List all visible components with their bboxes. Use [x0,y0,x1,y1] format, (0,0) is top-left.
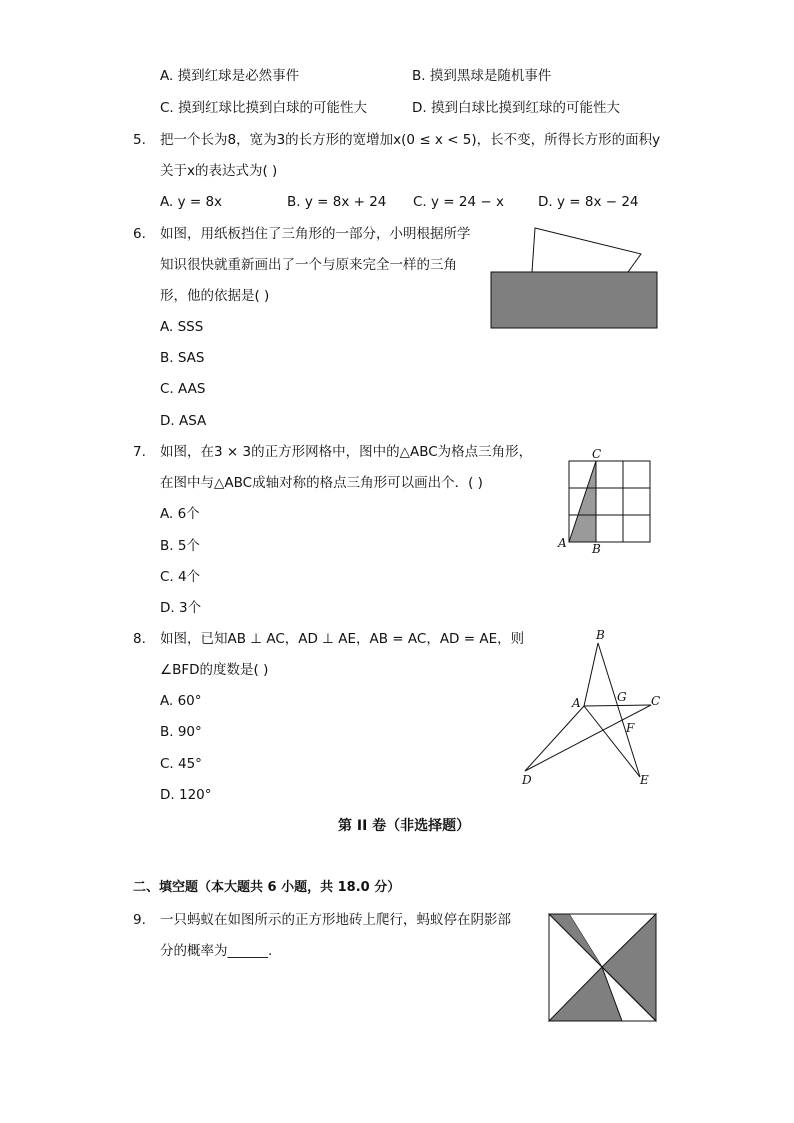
q6-figure [488,226,663,332]
q7-label-a: A [558,536,567,550]
q7-label-c: C [592,447,602,461]
q8-option-a: A. 60° [160,693,202,709]
q6-stem-line2: 知识很快就重新画出了一个与原来完全一样的三角 [160,257,457,273]
q9-stem-line1: 一只蚂蚁在如图所示的正方形地砖上爬行，蚂蚁停在阴影部 [160,912,511,928]
q8-geometry-figure [515,625,675,790]
q4-option-a: A. 摸到红球是必然事件 [160,68,300,84]
q6-number: 6. [133,226,146,242]
q4-option-b: B. 摸到黑球是随机事件 [412,68,552,84]
q5-option-b: B. y = 8x + 24 [287,194,387,210]
q8-option-d: D. 120° [160,787,212,803]
q8-label-b: B [596,628,605,642]
q8-label-c: C [651,694,661,708]
q7-option-c: C. 4个 [160,569,201,585]
q5-option-c: C. y = 24 − x [413,194,504,210]
q7-triangle-abc [569,461,596,542]
q5-number: 5. [133,132,146,148]
q4-option-c: C. 摸到红球比摸到白球的可能性大 [160,100,368,116]
q6-option-a: A. SSS [160,319,204,335]
q5-stem-line1: 把一个长为8，宽为3的长方形的宽增加x(0 ≤ x < 5)，长不变，所得长方形的面积y [160,132,661,148]
q7-stem-line2: 在图中与△ABC成轴对称的格点三角形可以画出个．( ) [160,475,483,491]
q6-partial-triangle [532,228,641,272]
q9-stem-line2: 分的概率为______. [160,943,273,959]
q8-option-b: B. 90° [160,724,202,740]
q9-tile-figure [548,913,658,1024]
q6-option-c: C. AAS [160,381,206,397]
q5-stem-line2: 关于x的表达式为( ) [160,163,278,179]
q8-stem-line1: 如图，已知AB ⊥ AC，AD ⊥ AE，AB = AC，AD = AE，则 [160,631,525,647]
q8-label-f: F [626,721,635,735]
q8-label-e: E [640,773,649,787]
q6-stem-line1: 如图，用纸板挡住了三角形的一部分，小明根据所学 [160,226,471,242]
q7-stem-line1: 如图，在3 × 3的正方形网格中，图中的△ABC为格点三角形， [160,444,533,460]
q7-label-b: B [592,542,601,556]
q5-option-d: D. y = 8x − 24 [538,194,639,210]
q6-stem-line3: 形，他的依据是( ) [160,288,270,304]
q8-option-c: C. 45° [160,756,202,772]
q9-number: 9. [133,912,146,928]
q8-label-d: D [522,773,532,787]
q4-option-d: D. 摸到白球比摸到红球的可能性大 [412,100,620,116]
q7-option-a: A. 6个 [160,506,200,522]
q5-option-a: A. y = 8x [160,194,223,210]
q8-stem-line2: ∠BFD的度数是( ) [160,662,269,678]
q7-number: 7. [133,444,146,460]
q8-label-g: G [617,690,627,704]
q8-label-a: A [572,696,581,710]
q7-grid-figure [554,446,658,558]
q6-option-d: D. ASA [160,413,207,429]
part-two-heading: 二、填空题（本大题共 6 小题，共 18.0 分） [133,880,401,895]
section-ii-heading: 第 II 卷（非选择题） [338,818,471,834]
q8-segments [525,643,651,777]
q6-option-b: B. SAS [160,350,205,366]
q7-option-d: D. 3个 [160,600,202,616]
q6-cardboard-cover [491,272,657,328]
q7-option-b: B. 5个 [160,538,200,554]
q8-number: 8. [133,631,146,647]
